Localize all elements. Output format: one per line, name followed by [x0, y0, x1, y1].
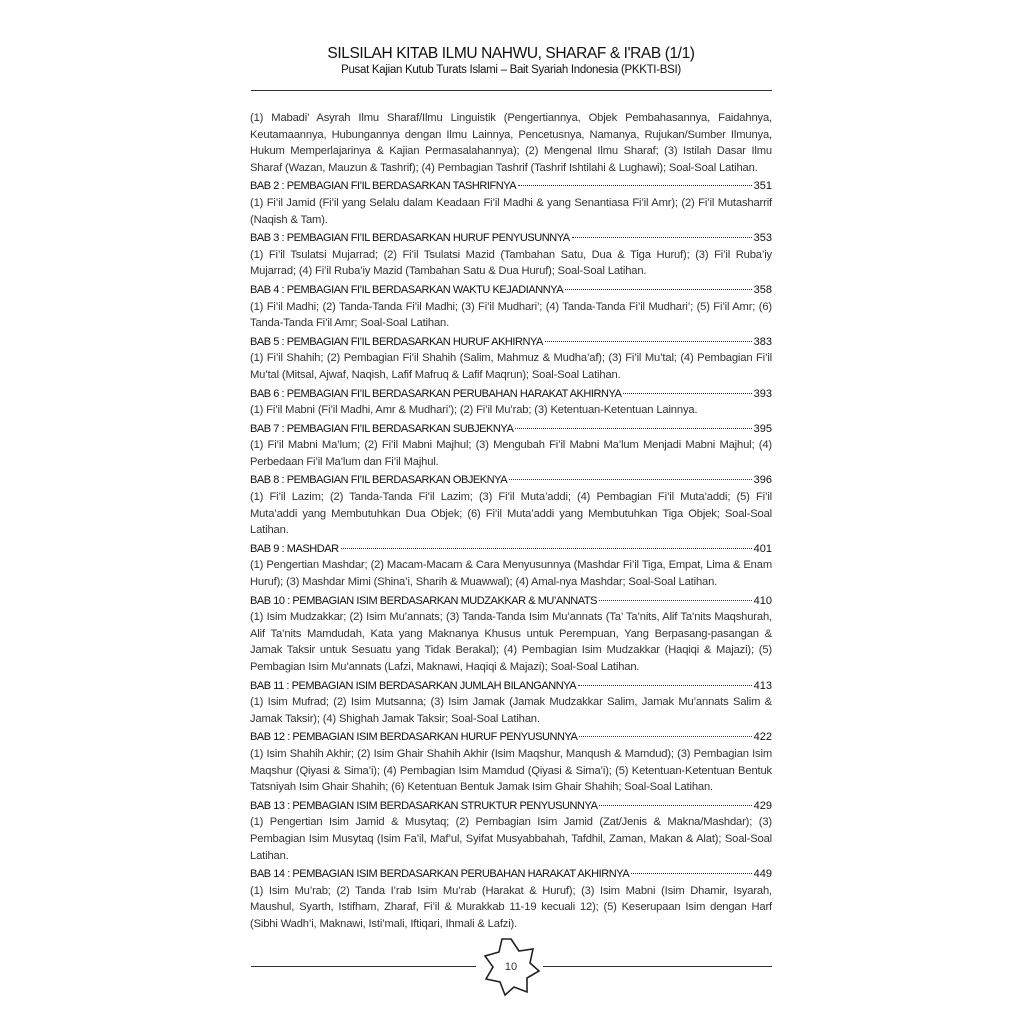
chapter-description: (1) Isim Mudzakkar; (2) Isim Mu’annats; (3) Tanda-Tanda Isim Mu’annats (Ta’ Ta’nits, Alif Ta’nits Maqshurah, Alif Ta’nits Mamdudah, Kata yang Maknanya Khusus untuk Perempuan, Yang Berpasang-pasangan & Jamak Taksir untuk Sesuatu yang Tidak Berakal); (4) Pembagian Isim Mudzakkar (Haqiqi & Majazi); (5) Pembagian Isim Mu’annats (Lafzi, Maknawi, Haqiqi & Majazi); Soal-Soal Latihan. — [250, 611, 772, 673]
toc-entry — [250, 676, 772, 695]
toc-entry — [250, 419, 772, 438]
chapter-title: BAB 14 : PEMBAGIAN ISIM BERDASARKAN PERUBAHAN HARAKAT AKHIRNYA — [250, 868, 630, 881]
chapter-title: BAB 7 : PEMBAGIAN FI’IL BERDASARKAN SUBJEKNYA — [250, 422, 514, 435]
chapter-description: (1) Isim Mufrad; (2) Isim Mutsanna; (3) Isim Jamak (Jamak Mudzakkar Salim, Jamak Mu’annats Salim & Jamak Taksir); (4) Shighah Jamak Taksir; Soal-Soal Latihan. — [250, 696, 772, 725]
chapter-page-number: 429 — [753, 799, 772, 812]
dot-leader — [341, 536, 752, 549]
toc-entry — [250, 176, 772, 195]
chapter-title: BAB 12 : PEMBAGIAN ISIM BERDASARKAN HURUF PENYUSUNNYA — [250, 731, 578, 744]
chapter-page-number: 383 — [753, 335, 772, 348]
chapter-description: (1) Pengertian Isim Jamid & Musytaq; (2) Pembagian Isim Jamid (Zat/Jenis & Makna/Mashdar); (3) Pembagian Isim Musytaq (Isim Fa’il, Maf’ul, Syifat Musyabbahah, Tafdhil, Zaman, Makan & Alat); Soal-Soal Latihan. — [250, 816, 772, 862]
toc-entry — [250, 727, 772, 746]
dot-leader — [545, 329, 752, 342]
chapter-title: BAB 9 : MASHDAR — [250, 542, 339, 555]
chapter-description: (1) Isim Shahih Akhir; (2) Isim Ghair Shahih Akhir (Isim Maqshur, Manqush & Mamdud); (3) Pembagian Isim Maqshur (Qiyasi & Sima’i); (4) Pembagian Isim Mamdud (Qiyasi & Sima’i); (5) Ketentuan-Ketentuan Bentuk Tatsniyah Isim Ghair Shahih; (6) Ketentuan Bentuk Jamak Isim Ghair Shahih; Soal-Soal Latihan. — [250, 747, 772, 794]
chapter-page-number: 393 — [753, 387, 772, 400]
page-subtitle: Pusat Kajian Kutub Turats Islami – Bait Syariah Indonesia (PKKTI-BSI) — [341, 64, 681, 76]
dot-leader — [579, 724, 751, 737]
page-title: SILSILAH KITAB ILMU NAHWU, SHARAF & I'RAB (1/1) — [327, 45, 695, 62]
toc-entry — [250, 591, 772, 610]
chapter-title: BAB 6 : PEMBAGIAN FI’IL BERDASARKAN PERUBAHAN HARAKAT AKHIRNYA — [250, 387, 622, 400]
dot-leader — [572, 225, 752, 238]
dot-leader — [515, 416, 751, 429]
toc-entry — [250, 228, 772, 247]
toc-entry — [250, 470, 772, 489]
chapter-description: (1) Fi’il Jamid (Fi’il yang Selalu dalam Keadaan Fi’il Madhi & yang Senantiasa Fi’il Amr); (2) Fi’il Mutasharrif (Naqish & Tam). — [250, 196, 772, 226]
toc-entry — [250, 332, 772, 351]
chapter-page-number: 353 — [753, 232, 772, 245]
chapter-description: (1) Fi’il Lazim; (2) Tanda-Tanda Fi’il Lazim; (3) Fi’il Muta’addi; (4) Pembagian Fi’il Muta’addi; (5) Fi’il Muta’addi yang Membutuhkan Dua Objek; (6) Fi’il Muta’addi yang Membutuhkan Tiga Objek; Soal-Soal Latihan. — [250, 491, 772, 537]
chapter-description: (1) Fi’il Mabni (Fi’il Madhi, Amr & Mudhari’); (2) Fi’il Mu’rab; (3) Ketentuan-Ketentuan Lainnya. — [250, 404, 698, 417]
chapter-page-number: 358 — [753, 283, 772, 296]
toc-entry — [250, 539, 772, 558]
toc-entry — [250, 280, 772, 299]
chapter-title: BAB 2 : PEMBAGIAN FI’IL BERDASARKAN TASHRIFNYA — [250, 180, 517, 193]
intro-description: (1) Mabadi’ Asyrah Ilmu Sharaf/Ilmu Linguistik (Pengertiannya, Objek Pembahasannya, Faidahnya, Keutamaannya, Hubungannya dengan Ilmu Lainnya, Pencetusnya, Namanya, Rujukan/Sumber Ilmunya, Hukum Memperlajarinya & Kajian Permasalahannya); (2) Mengenal Ilmu Sharaf; (3) Istilah Dasar Ilmu Sharaf (Wazan, Mauzun & Tashrif); (4) Pembagian Tashrif (Tashrif Ishtilahi & Lughawi); Soal-Soal Latihan. — [250, 112, 772, 174]
dot-leader — [565, 277, 751, 290]
chapter-page-number: 422 — [753, 731, 772, 744]
dot-leader — [631, 861, 751, 874]
chapter-title: BAB 13 : PEMBAGIAN ISIM BERDASARKAN STRUKTUR PENYUSUNNYA — [250, 799, 598, 812]
chapter-page-number: 413 — [753, 679, 772, 692]
toc-entry — [250, 796, 772, 815]
chapter-title: BAB 3 : PEMBAGIAN FI’IL BERDASARKAN HURUF PENYUSUNNYA — [250, 232, 570, 245]
chapter-page-number: 395 — [753, 422, 772, 435]
chapter-page-number: 396 — [753, 474, 772, 487]
chapter-description: (1) Fi’il Madhi; (2) Tanda-Tanda Fi’il Madhi; (3) Fi’il Mudhari’; (4) Tanda-Tanda Fi’il Mudhari’; (5) Fi’il Amr; (6) Tanda-Tanda Fi’il Amr; Soal-Soal Latihan. — [250, 300, 772, 330]
chapter-title: BAB 5 : PEMBAGIAN FI’IL BERDASARKAN HURUF AKHIRNYA — [250, 335, 543, 348]
chapter-page-number: 351 — [753, 180, 772, 193]
chapter-title: BAB 11 : PEMBAGIAN ISIM BERDASARKAN JUMLAH BILANGANNYA — [250, 679, 577, 692]
chapter-title: BAB 8 : PEMBAGIAN FI’IL BERDASARKAN OBJEKNYA — [250, 474, 508, 487]
chapter-page-number: 410 — [753, 594, 772, 607]
page-header — [250, 44, 772, 77]
footer-rule-right — [543, 966, 772, 967]
chapter-description: (1) Fi’il Mabni Ma’lum; (2) Fi’il Mabni Majhul; (3) Mengubah Fi’il Mabni Ma’lum Menjadi Mabni Majhul; (4) Perbedaan Fi’il Ma’lum dan Fi’il Majhul. — [250, 439, 772, 468]
dot-leader — [599, 588, 752, 601]
toc-entry — [250, 864, 772, 883]
chapter-page-number: 401 — [753, 542, 772, 555]
dot-leader — [509, 467, 752, 480]
chapter-title: BAB 4 : PEMBAGIAN FI’IL BERDASARKAN WAKTU KEJADIANNYA — [250, 283, 564, 296]
chapter-list — [250, 176, 772, 932]
footer-rule-left — [251, 966, 476, 967]
chapter-title: BAB 10 : PEMBAGIAN ISIM BERDASARKAN MUDZAKKAR & MU’ANNATS — [250, 594, 598, 607]
dot-leader — [599, 793, 751, 806]
chapter-description: (1) Isim Mu’rab; (2) Tanda I’rab Isim Mu’rab (Harakat & Huruf); (3) Isim Mabni (Isim Dhamir, Isyarah, Maushul, Syarth, Istifham, Zharaf, Fi’il & Murakkab 11-19 kecuali 12); (5) Keserupaan Isim dengan Harf (Sibhi Wadh’i, Maknawi, Isti’mali, Iftiqari, Ihmali & Lafzi). — [250, 884, 772, 930]
header-divider — [251, 90, 772, 91]
toc-entry — [250, 384, 772, 403]
chapter-description: (1) Fi’il Tsulatsi Mujarrad; (2) Fi’il Tsulatsi Mazid (Tambahan Satu, Dua & Tiga Huruf); (3) Fi’il Ruba’iy Mujarrad; (4) Fi’il Ruba’iy Mazid (Tambahan Satu & Dua Huruf); Soal-Soal Latihan. — [250, 248, 772, 278]
page-number: 10 — [504, 961, 518, 973]
table-of-contents — [250, 110, 772, 933]
chapter-description: (1) Pengertian Mashdar; (2) Macam-Macam & Cara Menyusunnya (Mashdar Fi’il Tiga, Empat, Lima & Enam Huruf); (3) Mashdar Mimi (Shina’i, Sharih & Muawwal); (4) Amal-nya Mashdar; Soal-Soal Latihan. — [250, 559, 772, 589]
dot-leader — [578, 673, 751, 686]
chapter-description: (1) Fi’il Shahih; (2) Pembagian Fi’il Shahih (Salim, Mahmuz & Mudha’af); (3) Fi’il Mu’tal; (4) Pembagian Fi’il Mu’tal (Mitsal, Ajwaf, Naqish, Lafif Mafruq & Lafif Maqrun); Soal-Soal Latihan. — [250, 352, 772, 381]
chapter-page-number: 449 — [753, 868, 772, 881]
dot-leader — [623, 381, 751, 394]
dot-leader — [518, 173, 751, 186]
